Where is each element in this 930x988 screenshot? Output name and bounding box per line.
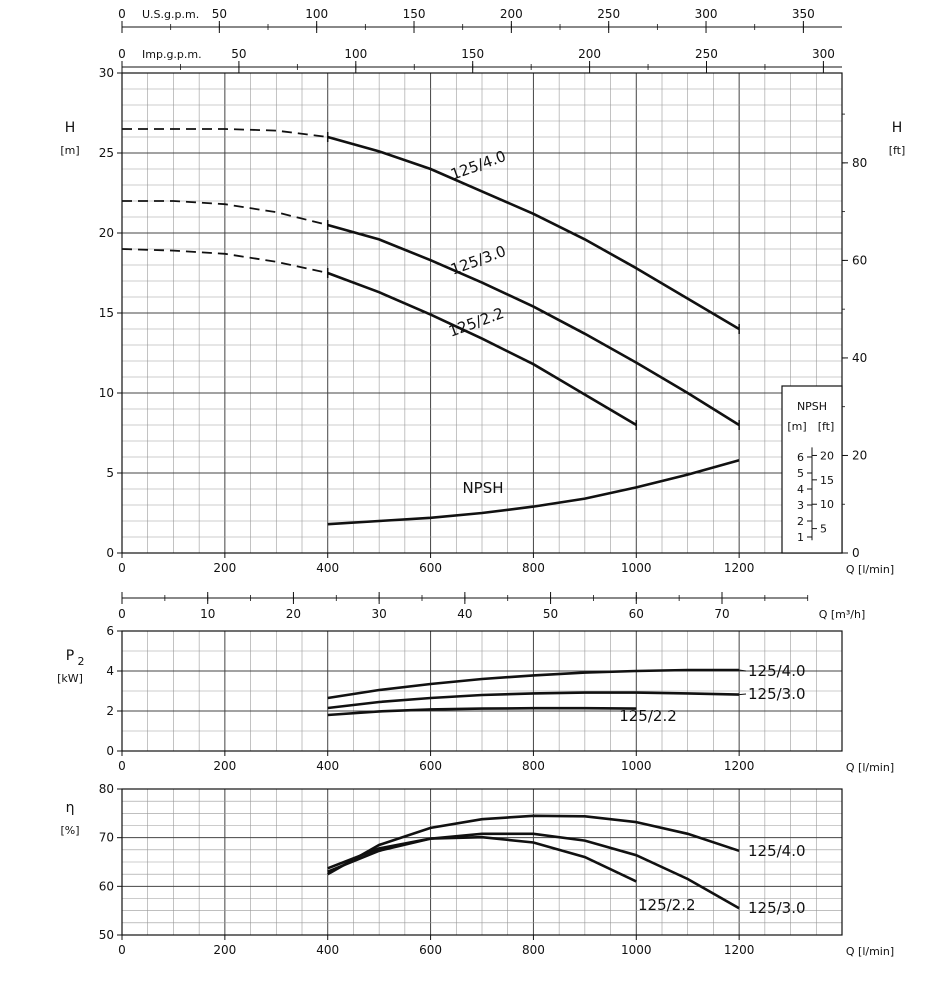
y-tick-label: 10 <box>98 386 114 400</box>
top-axis-tick-label: 200 <box>578 47 602 61</box>
y-axis-label: H <box>64 120 76 136</box>
npsh-ft-label: 20 <box>820 449 834 463</box>
npsh-m-label: 3 <box>797 499 804 512</box>
m3h-tick-label: 40 <box>457 607 473 621</box>
top-axis-tick-label: 100 <box>344 47 368 61</box>
y-tick-label: 0 <box>106 546 114 560</box>
top-axis-tick-label: 0 <box>118 47 126 61</box>
x-tick-label: 600 <box>419 759 443 773</box>
x-tick-label: 600 <box>419 943 443 957</box>
y-axis-label: P <box>65 648 75 664</box>
x-tick-label: 1000 <box>621 561 652 575</box>
y-tick-label: 70 <box>98 830 114 845</box>
top-axis-tick-label: 150 <box>402 7 426 21</box>
top-axis-tick-label: 300 <box>811 47 835 61</box>
y-tick-label: 0 <box>106 744 114 758</box>
efficiency-curve-label: 125/2.2 <box>638 896 696 914</box>
y-axis-label-sub: 2 <box>77 655 85 668</box>
x-tick-label: 0 <box>118 943 126 957</box>
head-curve-label: 125/4.0 <box>448 147 509 184</box>
y2-tick-label: 20 <box>852 448 868 463</box>
y-axis-unit: [%] <box>60 824 80 837</box>
y-tick-label: 25 <box>98 146 114 160</box>
x-tick-label: 200 <box>213 759 237 773</box>
efficiency-curve-label: 125/3.0 <box>748 899 806 917</box>
m3h-tick-label: 50 <box>542 607 559 621</box>
power-curve-label: 125/3.0 <box>748 685 806 703</box>
y-tick-label: 15 <box>98 306 114 320</box>
top-axis-tick-label: 200 <box>499 7 523 21</box>
npsh-curve-label: NPSH <box>462 479 504 497</box>
x-tick-label: 800 <box>521 759 545 773</box>
x-tick-label: 800 <box>521 561 545 575</box>
npsh-ft-label: 15 <box>820 473 834 487</box>
y-tick-label: 50 <box>98 928 114 942</box>
m3h-tick-label: 60 <box>628 607 644 621</box>
x-tick-label: 1200 <box>723 561 755 575</box>
x-tick-label: 1000 <box>621 943 652 957</box>
curves <box>122 129 746 908</box>
y-tick-label: 30 <box>98 66 114 80</box>
x-tick-label: 0 <box>118 759 126 773</box>
x-tick-label: 1200 <box>723 943 755 957</box>
m3h-axis-label: Q [m³/h] <box>818 608 866 621</box>
y-tick-label: 5 <box>106 466 114 480</box>
npsh-m-label: 6 <box>797 451 804 464</box>
npsh-m-label: 1 <box>797 531 804 544</box>
top-axis-tick-label: 100 <box>305 7 329 21</box>
y2-axis-unit: [ft] <box>888 144 906 157</box>
m3h-tick-label: 70 <box>714 607 730 621</box>
y2-tick-label: 60 <box>852 253 868 268</box>
x-tick-label: 800 <box>521 943 545 957</box>
head-curve-label: 125/3.0 <box>448 242 509 279</box>
top-axis-label: Imp.g.p.m. <box>142 48 202 61</box>
m3h-tick-label: 10 <box>200 607 216 621</box>
head-curve-label: 125/2.2 <box>446 304 507 341</box>
power-curve-label: 125/2.2 <box>619 707 677 725</box>
power-curve-label: 125/4.0 <box>748 662 806 680</box>
y-tick-label: 6 <box>106 624 114 638</box>
x-tick-label: 1200 <box>723 759 755 773</box>
x-axis-label: Q [l/min] <box>845 945 895 958</box>
x-tick-label: 1000 <box>621 759 652 773</box>
x-tick-label: 400 <box>316 943 340 957</box>
y-axis-label: η <box>65 800 75 816</box>
npsh-m-label: 4 <box>797 483 804 496</box>
x-tick-label: 400 <box>316 759 340 773</box>
top-axis-tick-label: 250 <box>695 47 718 61</box>
top-axis-tick-label: 0 <box>118 7 126 21</box>
top-axis-tick-label: 50 <box>231 47 247 61</box>
y-tick-label: 60 <box>98 879 114 894</box>
labels <box>57 7 905 958</box>
m3h-tick-label: 20 <box>285 607 302 621</box>
y-tick-label: 20 <box>98 226 114 240</box>
npsh-m-label: 2 <box>797 515 804 528</box>
m3h-tick-label: 30 <box>371 607 387 621</box>
m3h-tick-label: 0 <box>118 607 126 621</box>
x-axis-label: Q [l/min] <box>845 761 895 774</box>
npsh-ft-label: 5 <box>820 522 827 536</box>
x-tick-label: 400 <box>316 561 340 575</box>
x-tick-label: 0 <box>118 561 126 575</box>
top-axis-tick-label: 50 <box>211 7 227 21</box>
npsh-m-label: 5 <box>797 467 804 480</box>
x-tick-label: 600 <box>419 561 443 575</box>
x-axis-label: Q [l/min] <box>845 563 895 576</box>
top-axis-tick-label: 150 <box>461 47 485 61</box>
y-tick-label: 80 <box>98 782 114 796</box>
efficiency-curve-label: 125/4.0 <box>748 842 806 860</box>
y-tick-label: 4 <box>106 664 114 678</box>
npsh-box-title: NPSH <box>796 400 828 413</box>
y2-tick-label: 80 <box>852 155 868 170</box>
grids <box>122 73 842 935</box>
npsh-box-unit-m: [m] <box>787 420 807 433</box>
power-leader <box>739 694 746 695</box>
top-axis-tick-label: 300 <box>694 7 718 21</box>
y-tick-label: 2 <box>106 704 114 718</box>
npsh-box-unit-ft: [ft] <box>817 420 835 433</box>
y2-tick-label: 40 <box>852 350 868 365</box>
y2-axis-label: H <box>891 120 903 136</box>
top-axis-tick-label: 250 <box>597 7 621 21</box>
y2-tick-label: 0 <box>852 546 860 560</box>
x-tick-label: 200 <box>213 561 237 575</box>
y-axis-unit: [m] <box>60 144 80 157</box>
x-tick-label: 200 <box>213 943 237 957</box>
top-axis-tick-label: 350 <box>791 7 815 21</box>
top-axis-label: U.S.g.p.m. <box>142 8 200 21</box>
npsh-ft-label: 10 <box>820 498 834 512</box>
y-axis-unit: [kW] <box>57 672 83 685</box>
